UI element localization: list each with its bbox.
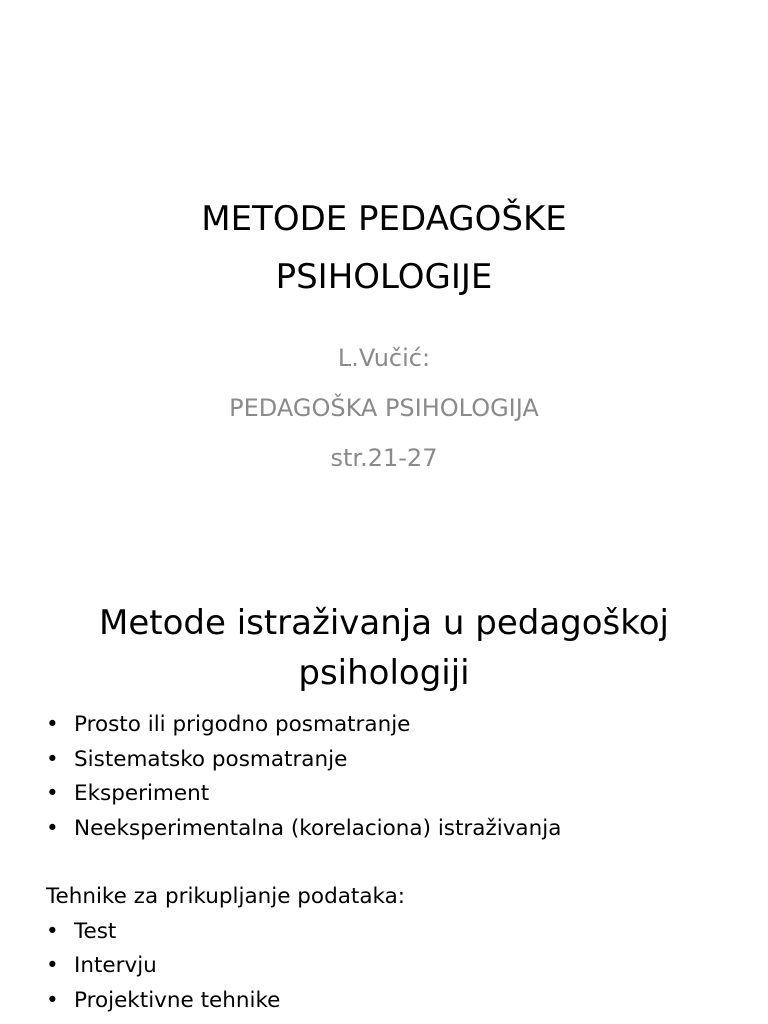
subtitle-author: L.Vučić:: [337, 344, 431, 372]
list-item: [46, 743, 746, 778]
subtitle-pages: str.21-27: [330, 444, 438, 472]
slide-2-content: [46, 708, 746, 1018]
methods-list: [46, 708, 746, 846]
spacer: [46, 846, 746, 880]
bullet-icon: •: [46, 712, 59, 737]
bullet-icon: •: [46, 781, 59, 806]
list-item-text: Eksperiment: [74, 781, 210, 806]
list-item-text: Sistematsko posmatranje: [74, 746, 348, 772]
slide-2: [0, 560, 768, 1024]
list-item: [46, 708, 746, 743]
list-item: [46, 949, 746, 984]
slide-2-title: [0, 598, 768, 698]
slide-1-title-line: METODE PEDAGOŠKE: [201, 199, 567, 239]
list-item: [46, 812, 746, 847]
list-item: [46, 777, 746, 812]
slide-1-subtitle: [0, 333, 768, 483]
slide-1-title-line: PSIHOLOGIJE: [275, 257, 493, 297]
list-item-text: Test: [74, 918, 117, 944]
bullet-icon: •: [46, 815, 59, 841]
list-item: [46, 915, 746, 950]
list-item: [46, 984, 746, 1019]
techniques-list: [46, 915, 746, 1019]
list-item-text: Projektivne tehnike: [74, 987, 281, 1013]
slide-1-title: [0, 190, 768, 306]
slide-2-title-line: psihologiji: [298, 653, 470, 693]
bullet-icon: •: [46, 953, 59, 978]
bullet-icon: •: [46, 987, 59, 1013]
list-item-text: Prosto ili prigodno posmatranje: [74, 712, 411, 737]
list-item-text: Intervju: [74, 953, 157, 978]
list-item-text: Neeksperimentalna (korelaciona) istraživanja: [74, 815, 562, 841]
slide-2-title-line: Metode istraživanja u pedagoškoj: [99, 603, 669, 643]
subtitle-book-title: PEDAGOŠKA PSIHOLOGIJA: [229, 394, 539, 422]
techniques-label: Tehnike za prikupljanje podataka:: [46, 884, 406, 909]
bullet-icon: •: [46, 746, 59, 772]
bullet-icon: •: [46, 918, 59, 944]
